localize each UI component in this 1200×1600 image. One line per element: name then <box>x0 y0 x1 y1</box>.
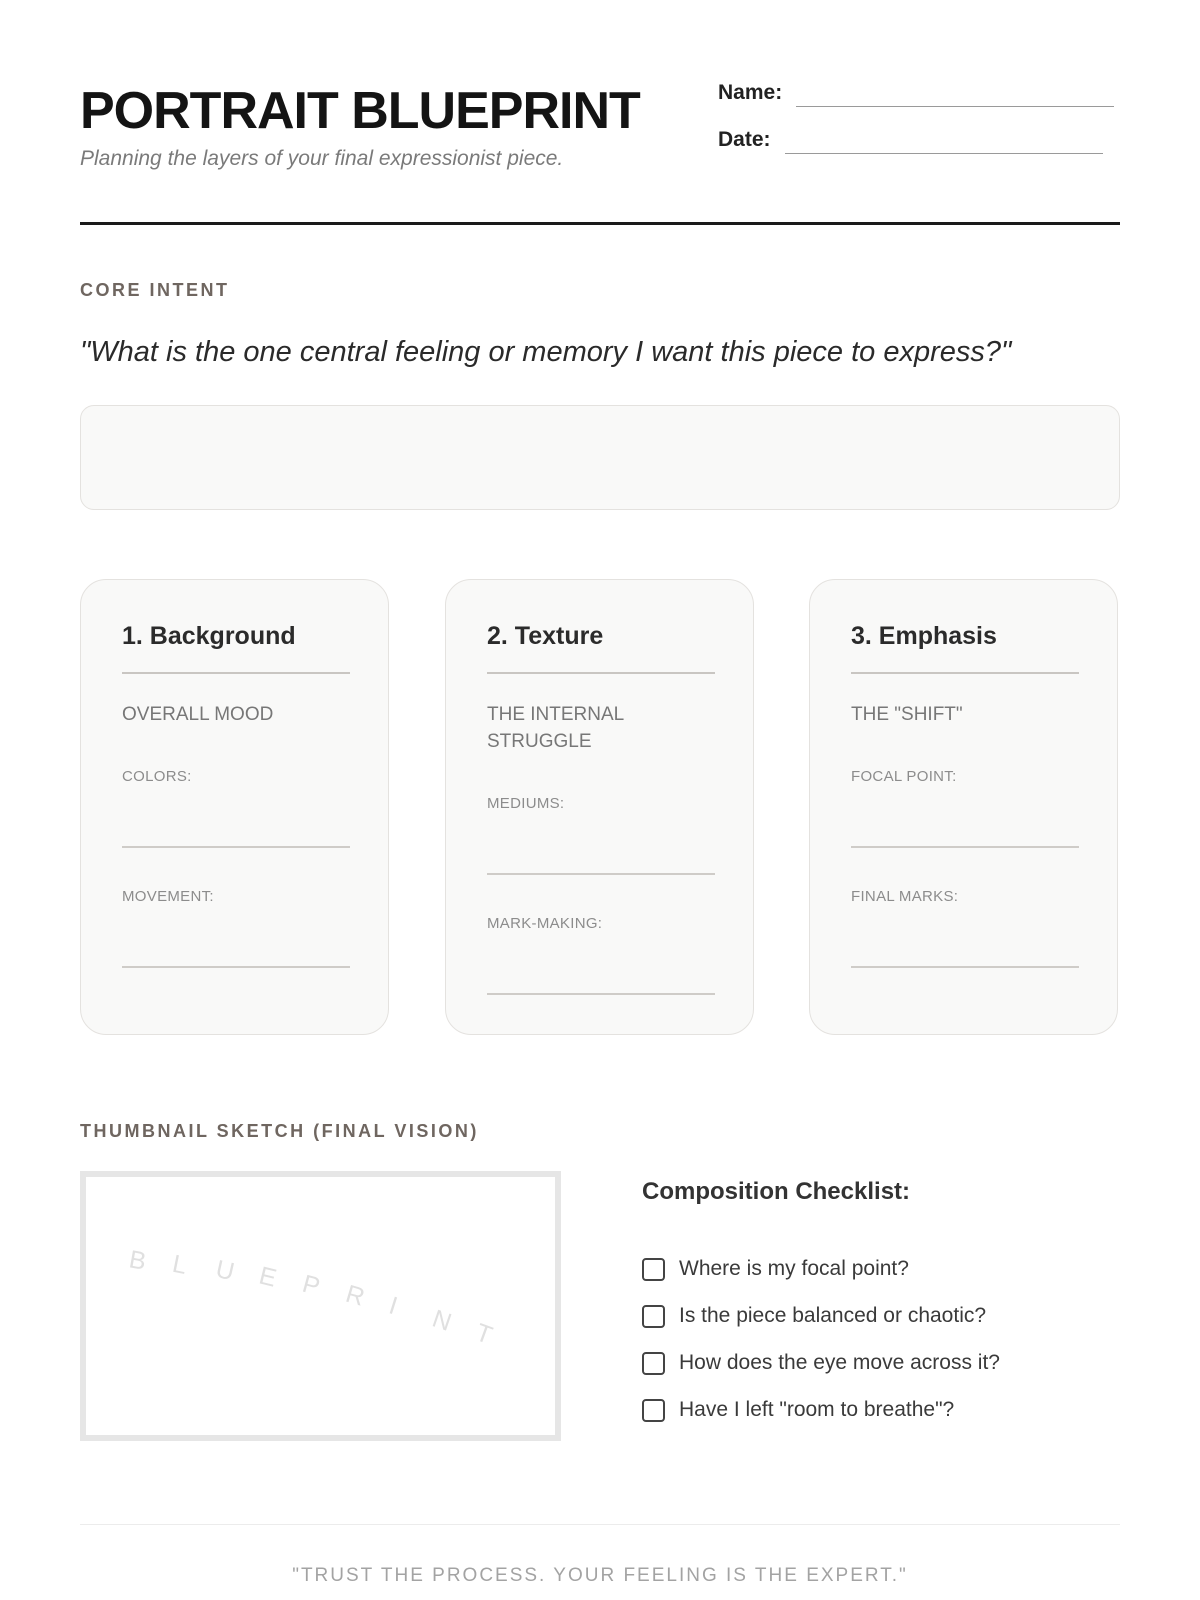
name-label: Name: <box>718 81 783 104</box>
header-divider <box>80 222 1120 225</box>
name-row <box>718 79 1120 107</box>
watermark-letter: N <box>428 1304 455 1337</box>
date-row <box>718 126 1120 154</box>
focal-point-label: FOCAL POINT: <box>851 768 957 785</box>
watermark-letter: E <box>256 1261 280 1293</box>
watermark-letter: L <box>170 1249 190 1281</box>
worksheet-page <box>80 0 1120 1600</box>
watermark-letter: B <box>126 1245 149 1276</box>
layer-card-title: 3. Emphasis <box>851 622 997 650</box>
checklist-item[interactable] <box>642 1304 986 1328</box>
checklist-item-label: Is the piece balanced or chaotic? <box>679 1304 987 1327</box>
layer-card-background <box>80 579 389 1035</box>
final-marks-label: FINAL MARKS: <box>851 888 959 905</box>
focal-point-field[interactable] <box>851 846 1079 848</box>
core-intent-question: "What is the one central feeling or memory I want this piece to express?" <box>80 336 1012 368</box>
layer-card-focus: OVERALL MOOD <box>122 704 274 725</box>
card-divider <box>851 672 1079 674</box>
thumbnail-sketch-label: THUMBNAIL SKETCH (FINAL VISION) <box>80 1121 479 1141</box>
layer-card-title: 2. Texture <box>487 622 604 650</box>
header <box>80 75 1120 225</box>
card-divider <box>122 672 350 674</box>
date-field[interactable] <box>785 133 1103 154</box>
layer-card-title: 1. Background <box>122 622 296 650</box>
checklist-item-label: Have I left "room to breathe"? <box>679 1398 955 1421</box>
mark-making-field[interactable] <box>487 993 715 995</box>
footer-quote: "TRUST THE PROCESS. YOUR FEELING IS THE EXPERT." <box>292 1565 908 1586</box>
page-title: PORTRAIT BLUEPRINT <box>80 82 640 140</box>
checklist-item[interactable] <box>642 1398 954 1422</box>
final-marks-field[interactable] <box>851 966 1079 968</box>
watermark-letter: P <box>299 1269 323 1302</box>
name-field[interactable] <box>796 86 1114 107</box>
checkbox[interactable] <box>642 1399 665 1422</box>
watermark <box>86 1177 555 1435</box>
watermark-letter: R <box>342 1279 368 1312</box>
movement-label: MOVEMENT: <box>122 888 214 905</box>
checklist-title: Composition Checklist: <box>642 1178 911 1205</box>
colors-label: COLORS: <box>122 768 192 785</box>
page-subtitle: Planning the layers of your final expressionist piece. <box>80 147 564 170</box>
mediums-label: MEDIUMS: <box>487 795 565 812</box>
layer-card-texture <box>445 579 754 1035</box>
watermark-letter: T <box>471 1318 496 1350</box>
checklist-item-label: How does the eye move across it? <box>679 1351 1000 1374</box>
checklist-item[interactable] <box>642 1351 1000 1375</box>
mediums-field[interactable] <box>487 873 715 875</box>
checkbox[interactable] <box>642 1305 665 1328</box>
checklist-item[interactable] <box>642 1257 909 1281</box>
watermark-letter: I <box>385 1291 401 1321</box>
footer-divider <box>80 1524 1120 1525</box>
core-intent-label: CORE INTENT <box>80 280 230 300</box>
colors-field[interactable] <box>122 846 350 848</box>
checkbox[interactable] <box>642 1258 665 1281</box>
core-intent-answer-box[interactable] <box>80 405 1120 510</box>
checkbox[interactable] <box>642 1352 665 1375</box>
date-label: Date: <box>718 128 771 151</box>
mark-making-label: MARK-MAKING: <box>487 915 603 932</box>
card-divider <box>487 672 715 674</box>
layer-card-focus: THE INTERNAL STRUGGLE <box>487 704 624 752</box>
watermark-letter: U <box>213 1255 237 1287</box>
layer-card-emphasis <box>809 579 1118 1035</box>
layer-card-focus: THE "SHIFT" <box>851 704 963 725</box>
movement-field[interactable] <box>122 966 350 968</box>
checklist-item-label: Where is my focal point? <box>679 1257 909 1280</box>
thumbnail-sketch-area[interactable] <box>80 1171 561 1441</box>
